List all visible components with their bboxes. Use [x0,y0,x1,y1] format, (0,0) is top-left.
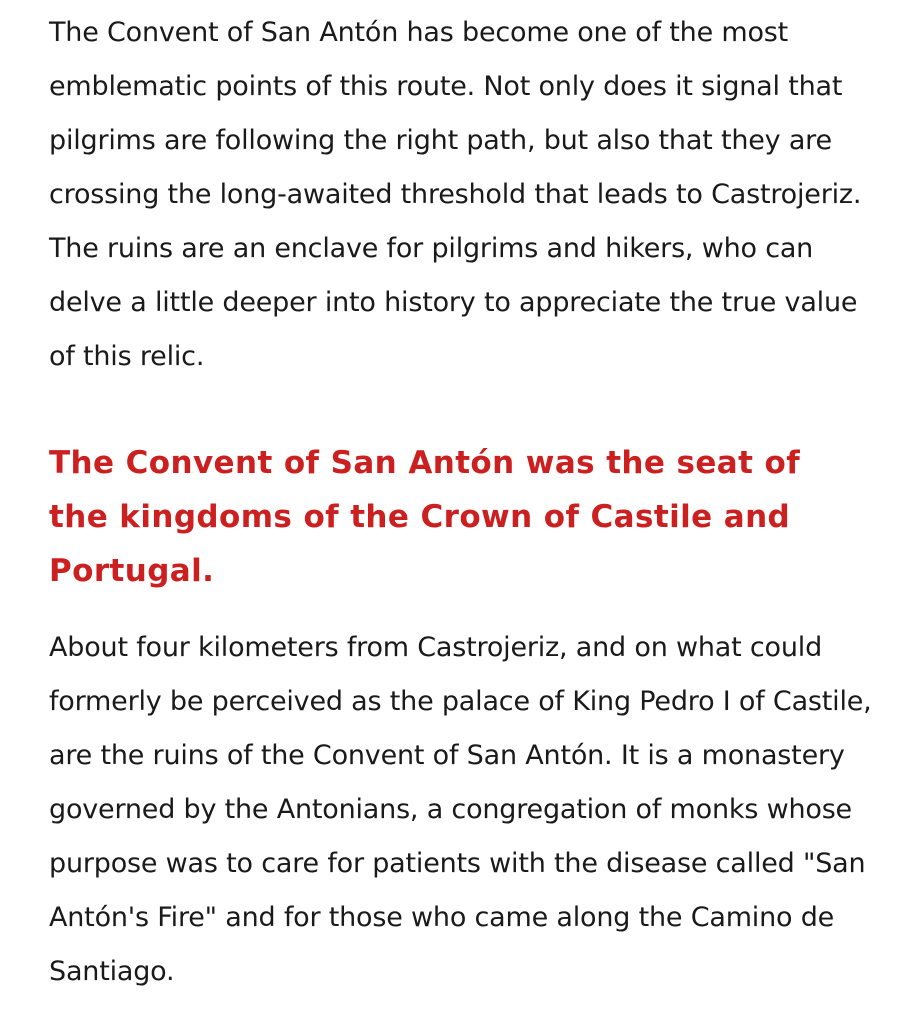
intro-paragraph: The Convent of San Antón has become one of the most emblematic points of this route. Not only does it signal that pilgrims are following the right path, but also that they are crossing the long-awaited threshold that leads to Castrojeriz. The ruins are an enclave for pilgrims and hikers, who can delve a little deeper into history to appreciate the true value of this relic. [49,17,862,372]
body-paragraph: About four kilometers from Castrojeriz, and on what could formerly be perceived as the palace of King Pedro I of Castile, are the ruins of the Convent of San Antón. It is a monastery governed by the Antonians, a congregation of monks whose purpose was to care for patients with the disease called "San Antón's Fire" and for those who came along the Camino de Santiago. [49,632,872,987]
section-heading: The Convent of San Antón was the seat of the kingdoms of the Crown of Castile and Portugal. [49,445,801,589]
